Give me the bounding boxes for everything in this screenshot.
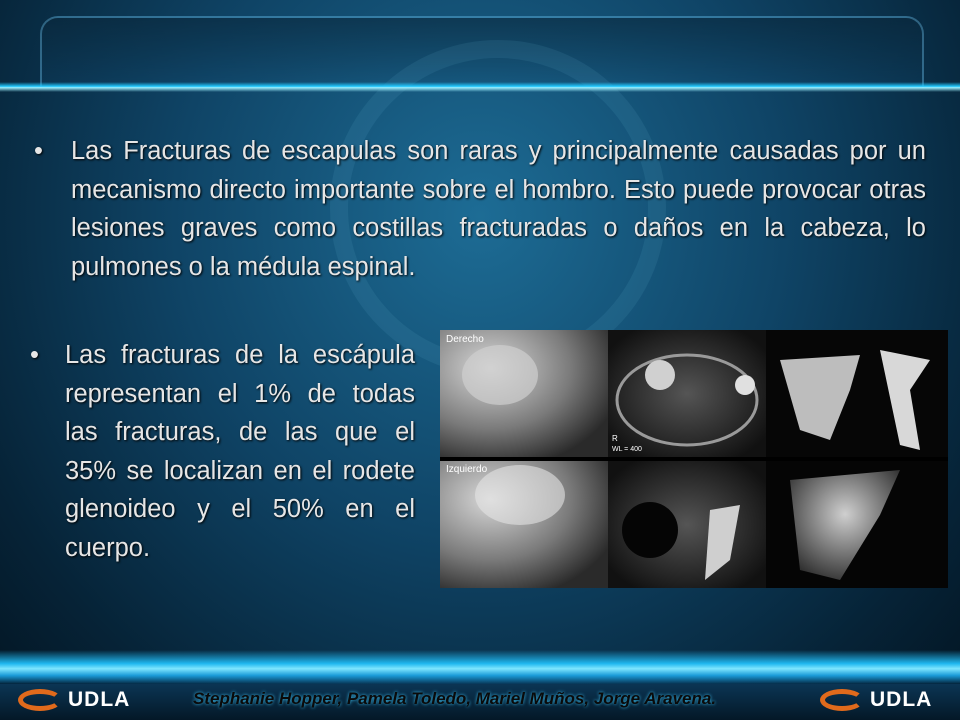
udla-logo-mark-icon bbox=[820, 689, 864, 711]
header-glow-line bbox=[0, 82, 960, 92]
udla-logo-text: UDLA bbox=[68, 688, 131, 711]
label-derecho: Derecho bbox=[446, 334, 484, 345]
udla-logo-left bbox=[18, 686, 130, 714]
udla-logo-mark-icon bbox=[18, 689, 62, 711]
udla-logo-text: UDLA bbox=[870, 688, 933, 711]
footer-glow bbox=[0, 650, 960, 684]
bullet-point-2 bbox=[30, 336, 415, 567]
footer-credits: Stephanie Hopper, Pamela Toledo, Mariel Muños, Jorge Aravena. bbox=[193, 689, 717, 708]
label-izquierdo: Izquierdo bbox=[446, 464, 488, 475]
label-wl: WL = 400 bbox=[612, 446, 642, 453]
label-r-marker: R bbox=[612, 434, 618, 443]
bullet-1-text: Las Fracturas de escapulas son raras y principalmente causadas por un mecanismo directo importante sobre el hombro. Esto puede provocar otras lesiones graves como costillas fracturadas o daños en la cabeza, lo pulmones o la médula espinal. bbox=[71, 137, 926, 281]
bullet-point-1 bbox=[34, 132, 926, 286]
bullet-icon: • bbox=[30, 341, 39, 369]
bullet-2-text: Las fracturas de la escápula representan el 1% de todas las fracturas, de las que el 35% se localizan en el rodete glenoideo y el 50% en el cuerpo. bbox=[65, 341, 415, 562]
bullet-icon: • bbox=[34, 137, 43, 165]
xray-composite-image bbox=[440, 330, 948, 588]
xray-image-panel bbox=[440, 330, 948, 588]
udla-logo-right bbox=[820, 686, 932, 714]
